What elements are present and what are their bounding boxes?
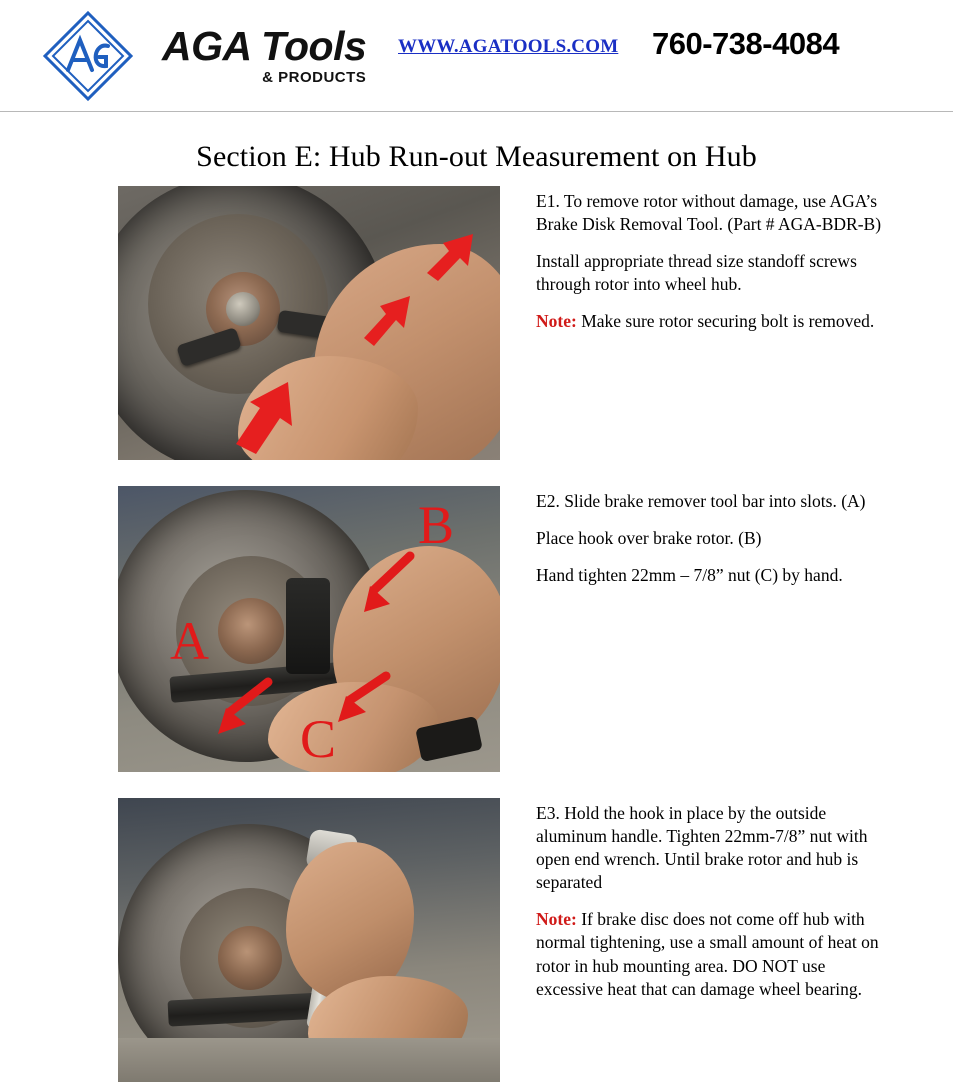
step-e3-photo [118,798,500,1082]
step-e3-note [536,908,886,1000]
step-e2-text [536,486,886,772]
brand-name: AGA Tools [162,23,367,69]
step-e2-paragraph-3: Hand tighten 22mm – 7/8” nut (C) by hand. [536,565,843,586]
page-header [0,0,953,112]
aga-logo-diamond-icon [42,10,134,102]
note-text: Make sure rotor securing bolt is removed. [581,311,875,332]
step-e2 [0,486,953,772]
note-label: Note: [536,909,577,930]
annotation-letter-c: C [300,709,337,769]
steps-list [0,186,953,1082]
step-e3-paragraph-1: E3. Hold the hook in place by the outside aluminum handle. Tighten 22mm-7/8” nut with open end wrench. Until brake rotor and hub is separated [536,803,868,893]
tool-hook-shape [286,578,330,674]
annotation-letter-b: B [418,495,455,555]
step-e2-photo [118,486,500,772]
phone-number: 760-738-4084 [652,26,840,61]
garage-floor-shape [118,1038,500,1082]
step-e1-note [536,310,886,333]
aga-logo [28,10,148,102]
note-label: Note: [536,311,577,332]
brand-wordmark [162,23,367,86]
step-e1-paragraph-2: Install appropriate thread size standoff screws through rotor into wheel hub. [536,251,857,295]
annotation-letter-a: A [170,611,209,671]
hub-center-nut-shape [226,292,260,326]
wheel-hub-shape [218,598,284,664]
note-text: If brake disc does not come off hub with normal tightening, use a small amount of heat on rotor in hub mounting area. DO NOT use excessive heat that can damage wheel bearing. [536,909,879,999]
website-link[interactable]: WWW.AGATOOLS.COM [398,36,619,57]
step-e1-photo [118,186,500,460]
brand-tagline: & PRODUCTS [262,69,367,86]
step-e1 [0,186,953,460]
step-e3-text [536,798,886,1082]
step-e1-text [536,186,886,460]
step-e3 [0,798,953,1082]
step-e1-paragraph-1: E1. To remove rotor without damage, use AGA’s Brake Disk Removal Tool. (Part # AGA-BDR-B) [536,191,882,235]
step-e2-paragraph-1: E2. Slide brake remover tool bar into slots. (A) [536,491,866,511]
wheel-hub-shape [218,926,282,990]
page-title: Section E: Hub Run-out Measurement on Hub [196,140,757,173]
step-e2-paragraph-2: Place hook over brake rotor. (B) [536,528,762,549]
